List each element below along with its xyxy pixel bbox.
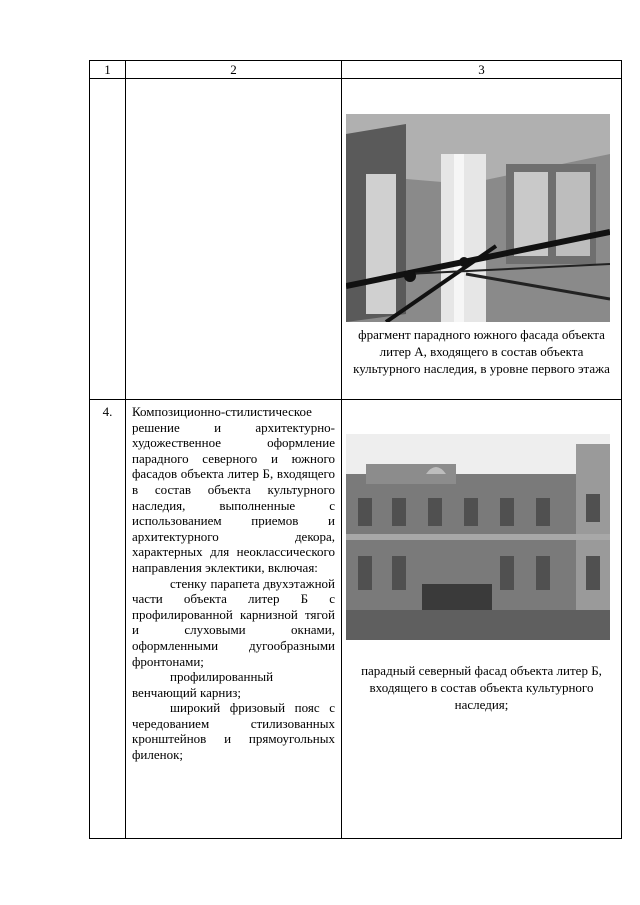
header-col-1: 1 bbox=[90, 61, 126, 79]
description-item: профилированный венчающий карниз; bbox=[132, 669, 274, 700]
row-photo-cell bbox=[342, 79, 622, 400]
description-item: стенку парапета двухэтажной части объекта литер Б с профилированной карнизной тягой и слуховыми окнами, оформленными дугообразными фронтонами; bbox=[132, 575, 335, 669]
document-table bbox=[89, 60, 622, 839]
row-description bbox=[126, 400, 342, 839]
description-paragraph: Композиционно-стилистическое решение и архитектурно-художественное оформление парадного северного и южного фасадов объекта литер Б, входящего в состав объекта культурного наследия, выполненные с использованием приемов и архитектурного декора, характерных для неоклассического направления эклектики, включая: bbox=[132, 404, 335, 575]
facade-photo-south bbox=[346, 114, 610, 322]
facade-photo-north bbox=[346, 434, 610, 640]
description-item: широкий фризовый пояс с чередованием стилизованных кронштейнов и прямоугольных филенок; bbox=[132, 700, 335, 763]
row-description bbox=[126, 79, 342, 400]
header-col-3: 3 bbox=[342, 61, 622, 79]
photo-caption: фрагмент парадного южного фасада объекта литер А, входящего в состав объекта культурного наследия, в уровне первого этажа bbox=[353, 327, 610, 376]
row-photo-cell bbox=[342, 400, 622, 839]
table-row bbox=[90, 79, 622, 400]
row-number bbox=[90, 79, 126, 400]
table-row bbox=[90, 400, 622, 839]
header-col-2: 2 bbox=[126, 61, 342, 79]
photo-caption: парадный северный фасад объекта литер Б, входящего в состав объекта культурного наследия; bbox=[361, 663, 602, 712]
table-header-row bbox=[90, 61, 622, 79]
row-number: 4. bbox=[90, 400, 126, 839]
